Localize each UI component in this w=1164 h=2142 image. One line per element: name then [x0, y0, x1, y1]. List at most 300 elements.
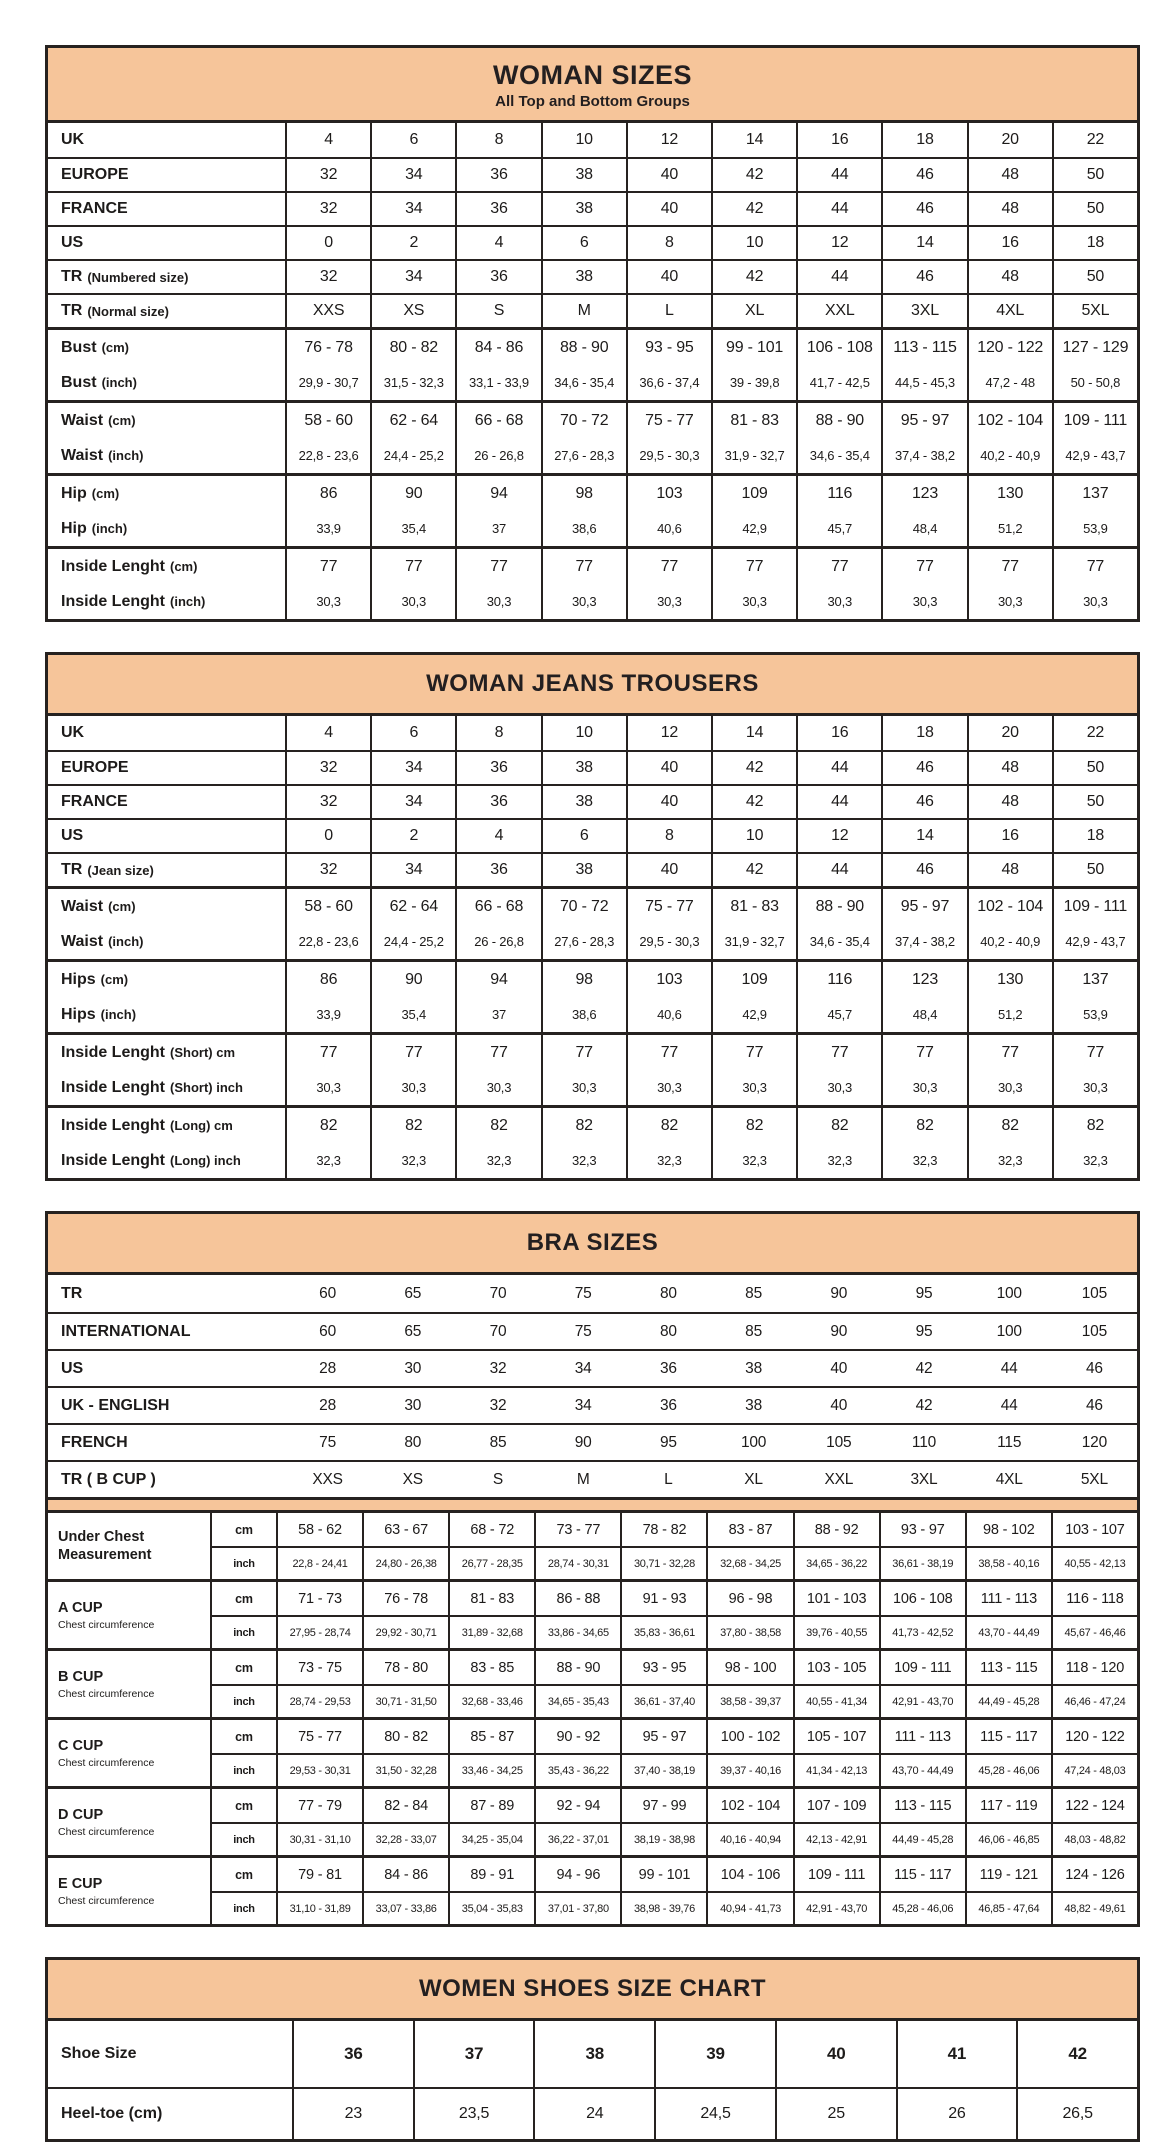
- size-cell: 26,5: [1016, 2089, 1137, 2139]
- row-label-main: Hip: [61, 519, 87, 537]
- row-label-main: UK: [61, 131, 85, 148]
- size-cell: 26 - 26,8: [455, 438, 540, 473]
- size-cell: 105 - 107: [793, 1720, 879, 1753]
- size-cell: 80: [659, 1284, 677, 1302]
- size-cell: 18: [1052, 820, 1137, 852]
- size-cell: 14: [711, 716, 796, 750]
- size-cell: 76 - 78: [285, 330, 370, 365]
- size-cell: 39: [654, 2021, 775, 2087]
- size-cell: 77: [370, 1035, 455, 1070]
- size-cell: 32,3: [285, 1143, 370, 1178]
- cup-row-group: [48, 1855, 1137, 1924]
- size-cell: 22,8 - 23,6: [285, 924, 370, 959]
- size-cell: 0: [285, 227, 370, 259]
- size-cell: 42,9: [711, 511, 796, 546]
- size-cell: 36: [455, 786, 540, 818]
- size-cell: 16: [967, 227, 1052, 259]
- row-label: [48, 159, 285, 191]
- size-cell: 95 - 97: [881, 403, 966, 438]
- size-cell: 66 - 68: [455, 403, 540, 438]
- row-label: [48, 1388, 285, 1423]
- size-cell: 46: [1085, 1396, 1103, 1414]
- cup-label-main: Under Chest Measurement: [58, 1528, 152, 1563]
- size-cell: 42,9 - 43,7: [1052, 924, 1137, 959]
- size-cell: 102 - 104: [706, 1789, 792, 1822]
- size-cell: 39,76 - 40,55: [793, 1615, 879, 1648]
- size-cell: 32,3: [370, 1143, 455, 1178]
- size-cell: 29,53 - 30,31: [276, 1753, 362, 1786]
- size-cell: 80: [404, 1433, 422, 1451]
- cup-label: [48, 1789, 210, 1855]
- size-cell: 90: [574, 1433, 592, 1451]
- row-label: [48, 476, 285, 511]
- size-row: [48, 1143, 1137, 1178]
- size-cell: 38,58 - 39,37: [706, 1684, 792, 1717]
- cup-label-main: E CUP: [58, 1876, 103, 1893]
- size-cell: 8: [626, 820, 711, 852]
- size-cell: 77: [967, 1035, 1052, 1070]
- row-label-main: Heel-toe (cm): [61, 2105, 163, 2122]
- size-cell: 30,3: [711, 1070, 796, 1105]
- size-row: [48, 293, 1137, 327]
- size-cell: 44: [796, 752, 881, 784]
- table-title: WOMEN SHOES SIZE CHART: [418, 1975, 766, 2002]
- size-row: [48, 1070, 1137, 1105]
- size-cell: 12: [626, 716, 711, 750]
- size-cell: 30,3: [285, 584, 370, 619]
- size-cell: M: [576, 1470, 590, 1488]
- row-label: [48, 2089, 292, 2139]
- size-cell: 77: [370, 549, 455, 584]
- size-row: [48, 997, 1137, 1032]
- size-cell: 46,85 - 47,64: [965, 1891, 1051, 1924]
- size-row: [48, 818, 1137, 852]
- size-cell: 71 - 73: [276, 1582, 362, 1615]
- size-cell: 46: [881, 159, 966, 191]
- row-label: [48, 2021, 292, 2087]
- row-label-main: Hips: [61, 1005, 96, 1023]
- size-row-group: [48, 959, 1137, 1032]
- size-cell: 86: [285, 962, 370, 997]
- size-cell: 4: [455, 227, 540, 259]
- size-cell: 38: [541, 752, 626, 784]
- size-cell: 4XL: [995, 1470, 1023, 1488]
- size-cell: 98: [541, 962, 626, 997]
- size-cell: 42: [711, 261, 796, 293]
- size-cell: 115 - 117: [879, 1858, 965, 1891]
- size-cell: 31,5 - 32,3: [370, 365, 455, 400]
- size-cell: 77: [796, 1035, 881, 1070]
- size-cell: 38,19 - 38,98: [620, 1822, 706, 1855]
- size-cell: 46: [881, 261, 966, 293]
- unit-inch: inch: [210, 1891, 276, 1924]
- size-row: [48, 584, 1137, 619]
- size-cell: 44: [1000, 1396, 1018, 1414]
- unit-cm: cm: [210, 1858, 276, 1891]
- size-cell: 79 - 81: [276, 1858, 362, 1891]
- size-cell: 22,8 - 23,6: [285, 438, 370, 473]
- size-cell: XXS: [312, 1470, 343, 1488]
- row-label: [48, 889, 285, 924]
- size-cell: 78 - 80: [362, 1651, 448, 1684]
- unit-cm: cm: [210, 1513, 276, 1546]
- size-cell: 104 - 106: [706, 1858, 792, 1891]
- size-cell: 123: [881, 476, 966, 511]
- size-cell: 94: [455, 476, 540, 511]
- size-cell: 94: [455, 962, 540, 997]
- row-label-note: (Numbered size): [87, 269, 189, 285]
- size-cell: 40,6: [626, 997, 711, 1032]
- size-cell: 70: [489, 1322, 507, 1340]
- size-cell: 77: [541, 549, 626, 584]
- size-cell: XL: [711, 295, 796, 327]
- size-cell: 32: [489, 1359, 507, 1377]
- size-cell: 37,40 - 38,19: [620, 1753, 706, 1786]
- size-cell: 48: [967, 193, 1052, 225]
- row-label: [48, 924, 285, 959]
- row-label-main: Waist: [61, 932, 104, 950]
- size-cell: 35,4: [370, 511, 455, 546]
- size-cell: 12: [626, 123, 711, 157]
- woman-sizes-body: [48, 123, 1137, 619]
- size-cell: 42: [915, 1359, 933, 1377]
- size-cell: 30: [404, 1359, 422, 1377]
- table-subtitle: All Top and Bottom Groups: [495, 93, 690, 110]
- size-cell: 4: [285, 716, 370, 750]
- size-cell: 86: [285, 476, 370, 511]
- size-cell: 46: [881, 786, 966, 818]
- size-cell: 78 - 82: [620, 1513, 706, 1546]
- size-cell: 32,3: [455, 1143, 540, 1178]
- size-cell: 34,65 - 36,22: [793, 1546, 879, 1579]
- size-row: [48, 549, 1137, 584]
- size-cell: 117 - 119: [965, 1789, 1051, 1822]
- size-cell: 41,34 - 42,13: [793, 1753, 879, 1786]
- size-cell: 100: [996, 1284, 1022, 1302]
- size-cell: 30,3: [967, 584, 1052, 619]
- size-cell: 34: [370, 752, 455, 784]
- size-cell: 32: [285, 159, 370, 191]
- row-label-main: US: [61, 234, 84, 251]
- size-cell: 36: [455, 193, 540, 225]
- women-shoes-body: [48, 2021, 1137, 2139]
- size-cell: 26,77 - 28,35: [448, 1546, 534, 1579]
- size-cell: 12: [796, 227, 881, 259]
- size-cell: 32,68 - 33,46: [448, 1684, 534, 1717]
- row-label: [48, 962, 285, 997]
- size-cell: 29,92 - 30,71: [362, 1615, 448, 1648]
- row-label-main: Inside Lenght: [61, 592, 165, 610]
- size-cell: 90: [830, 1322, 848, 1340]
- row-label-main: Bust: [61, 338, 97, 356]
- size-cell: 103 - 105: [793, 1651, 879, 1684]
- size-row: [48, 852, 1137, 886]
- size-cell: 32,3: [626, 1143, 711, 1178]
- size-cell: 86 - 88: [534, 1582, 620, 1615]
- size-cell: 77: [285, 1035, 370, 1070]
- row-label-main: TR: [61, 302, 83, 319]
- size-cell: 32: [285, 786, 370, 818]
- size-cell: 113 - 115: [879, 1789, 965, 1822]
- size-cell: 39 - 39,8: [711, 365, 796, 400]
- size-cell: 93 - 95: [626, 330, 711, 365]
- size-cell: 73 - 77: [534, 1513, 620, 1546]
- size-cell: 31,89 - 32,68: [448, 1615, 534, 1648]
- size-cell: 109 - 111: [879, 1651, 965, 1684]
- size-cell: 40: [626, 752, 711, 784]
- size-cell: 41,7 - 42,5: [796, 365, 881, 400]
- women-shoes-size-chart-table: [45, 1957, 1140, 2142]
- size-cell: 33,86 - 34,65: [534, 1615, 620, 1648]
- size-cell: 30,3: [796, 584, 881, 619]
- size-cell: 89 - 91: [448, 1858, 534, 1891]
- size-cell: 82 - 84: [362, 1789, 448, 1822]
- size-cell: 41: [896, 2021, 1017, 2087]
- size-cell: 48,82 - 49,61: [1051, 1891, 1137, 1924]
- size-cell: 6: [370, 716, 455, 750]
- size-cell: 46: [881, 193, 966, 225]
- size-cell: 63 - 67: [362, 1513, 448, 1546]
- row-label-note: (Short) inch: [170, 1080, 243, 1095]
- row-label-note: (Long) inch: [170, 1153, 241, 1168]
- size-cell: 82: [711, 1108, 796, 1143]
- size-cell: 88 - 90: [796, 403, 881, 438]
- size-cell: 3XL: [881, 295, 966, 327]
- size-cell: 10: [711, 227, 796, 259]
- size-cell: 32: [285, 193, 370, 225]
- size-cell: 90: [370, 962, 455, 997]
- size-cell: 27,6 - 28,3: [541, 924, 626, 959]
- bra-sizes-table: [45, 1211, 1140, 1927]
- size-cell: 35,83 - 36,61: [620, 1615, 706, 1648]
- size-cell: 50 - 50,8: [1052, 365, 1137, 400]
- size-cell: 30,3: [541, 1070, 626, 1105]
- size-cell: 24,80 - 26,38: [362, 1546, 448, 1579]
- size-cell: 38: [533, 2021, 654, 2087]
- size-cell: 77: [711, 1035, 796, 1070]
- woman-jeans-body: [48, 716, 1137, 1178]
- size-cell: 32,28 - 33,07: [362, 1822, 448, 1855]
- size-cell: 30,3: [967, 1070, 1052, 1105]
- size-cell: 41,73 - 42,52: [879, 1615, 965, 1648]
- size-cell: S: [492, 1470, 504, 1488]
- size-cell: 40,6: [626, 511, 711, 546]
- size-cell: 48: [967, 261, 1052, 293]
- size-cell: 119 - 121: [965, 1858, 1051, 1891]
- size-cell: 44: [1000, 1359, 1018, 1377]
- size-cell: 34: [370, 159, 455, 191]
- size-cell: 85: [745, 1322, 762, 1340]
- size-cell: 30,3: [881, 1070, 966, 1105]
- row-label: [48, 365, 285, 400]
- size-cell: 34: [370, 854, 455, 886]
- size-cell: 28: [319, 1396, 337, 1414]
- size-cell: 100 - 102: [706, 1720, 792, 1753]
- size-cell: 38: [541, 261, 626, 293]
- size-cell: 44: [796, 854, 881, 886]
- size-cell: 102 - 104: [967, 889, 1052, 924]
- size-cell: 51,2: [967, 511, 1052, 546]
- size-cell: 33,07 - 33,86: [362, 1891, 448, 1924]
- size-cell: 2: [370, 227, 455, 259]
- size-cell: 111 - 113: [965, 1582, 1051, 1615]
- size-cell: 96 - 98: [706, 1582, 792, 1615]
- size-row: [48, 365, 1137, 400]
- size-cell: 40,16 - 40,94: [706, 1822, 792, 1855]
- size-cell: L: [664, 1470, 673, 1488]
- size-cell: 85: [489, 1433, 507, 1451]
- size-cell: 43,70 - 44,49: [879, 1753, 965, 1786]
- size-cell: 105: [1081, 1284, 1108, 1302]
- woman-sizes-table: [45, 45, 1140, 622]
- size-cell: 106 - 108: [796, 330, 881, 365]
- size-cell: 45,28 - 46,06: [879, 1891, 965, 1924]
- size-cell: 48: [967, 752, 1052, 784]
- size-cell: 18: [881, 716, 966, 750]
- size-cell: 32: [285, 261, 370, 293]
- row-label-note: (inch): [100, 1007, 137, 1022]
- size-cell: 30,3: [455, 584, 540, 619]
- size-cell: 28,74 - 30,31: [534, 1546, 620, 1579]
- size-cell: 50: [1052, 261, 1137, 293]
- row-label-note: (Jean size): [87, 862, 154, 878]
- size-cell: 42,91 - 43,70: [793, 1891, 879, 1924]
- unit-inch: inch: [210, 1822, 276, 1855]
- size-cell: 75: [319, 1433, 337, 1451]
- cup-label-sub: Chest circumference: [58, 1894, 155, 1907]
- size-cell: 45,28 - 46,06: [965, 1753, 1051, 1786]
- size-cell: 58 - 60: [285, 889, 370, 924]
- row-label-main: UK: [61, 724, 85, 741]
- size-cell: 34,65 - 35,43: [534, 1684, 620, 1717]
- row-label-main: FRANCE: [61, 200, 128, 217]
- size-cell: 14: [711, 123, 796, 157]
- row-label: [48, 1314, 285, 1349]
- size-cell: 87 - 89: [448, 1789, 534, 1822]
- size-cell: 36: [659, 1396, 677, 1414]
- row-label-note: (cm): [101, 340, 130, 355]
- size-cell: 23,5: [413, 2089, 534, 2139]
- size-cell: S: [455, 295, 540, 327]
- size-cell: 94 - 96: [534, 1858, 620, 1891]
- size-cell: 82: [1052, 1108, 1137, 1143]
- size-cell: 24: [533, 2089, 654, 2139]
- size-cell: 77: [626, 1035, 711, 1070]
- size-cell: 45,67 - 46,46: [1051, 1615, 1137, 1648]
- size-cell: 36: [455, 854, 540, 886]
- size-cell: 88 - 90: [541, 330, 626, 365]
- size-cell: 4: [285, 123, 370, 157]
- row-label: [48, 1070, 285, 1105]
- size-cell: 20: [967, 716, 1052, 750]
- size-cell: 30,3: [370, 1070, 455, 1105]
- size-cell: 91 - 93: [620, 1582, 706, 1615]
- size-cell: 77: [455, 549, 540, 584]
- cup-label-sub: Chest circumference: [58, 1756, 155, 1769]
- row-label: [48, 549, 285, 584]
- size-row: [48, 784, 1137, 818]
- size-cell: 82: [967, 1108, 1052, 1143]
- row-label: [48, 752, 285, 784]
- row-label-main: Inside Lenght: [61, 1116, 165, 1134]
- size-cell: 48: [967, 854, 1052, 886]
- row-label-note: (inch): [91, 521, 128, 536]
- size-row: [48, 2021, 1137, 2087]
- size-cell: 77: [881, 549, 966, 584]
- size-cell: 137: [1052, 476, 1137, 511]
- size-cell: 16: [796, 716, 881, 750]
- row-label: [48, 584, 285, 619]
- size-cell: 28,74 - 29,53: [276, 1684, 362, 1717]
- size-cell: 39,37 - 40,16: [706, 1753, 792, 1786]
- size-cell: 29,9 - 30,7: [285, 365, 370, 400]
- size-row-group: [48, 1105, 1137, 1178]
- size-cell: 100: [996, 1322, 1022, 1340]
- size-cell: 66 - 68: [455, 889, 540, 924]
- size-cell: 101 - 103: [793, 1582, 879, 1615]
- unit-cm: cm: [210, 1651, 276, 1684]
- size-cell: 24,5: [654, 2089, 775, 2139]
- cup-label-sub: Chest circumference: [58, 1687, 155, 1700]
- size-cell: 109 - 111: [1052, 889, 1137, 924]
- size-cell: 81 - 83: [711, 403, 796, 438]
- row-label-note: (cm): [91, 486, 120, 501]
- size-cell: 30,3: [370, 584, 455, 619]
- size-cell: 90: [370, 476, 455, 511]
- size-cell: 2: [370, 820, 455, 852]
- bra-sizes-body: [48, 1275, 1137, 1924]
- size-cell: 65: [404, 1284, 422, 1302]
- size-cell: XS: [370, 295, 455, 327]
- row-label-main: US: [61, 1359, 84, 1377]
- size-cell: 83 - 85: [448, 1651, 534, 1684]
- size-row: [48, 1312, 1137, 1349]
- size-cell: 36: [659, 1359, 677, 1377]
- size-cell: 32,3: [1052, 1143, 1137, 1178]
- row-label: [48, 786, 285, 818]
- size-cell: 16: [796, 123, 881, 157]
- size-cell: 35,43 - 36,22: [534, 1753, 620, 1786]
- size-cell: 44: [796, 261, 881, 293]
- cup-row-group: [48, 1510, 1137, 1579]
- cup-label: [48, 1582, 210, 1648]
- size-cell: 50: [1052, 786, 1137, 818]
- row-label-main: FRENCH: [61, 1433, 128, 1451]
- size-cell: 31,9 - 32,7: [711, 924, 796, 959]
- row-label-note: (cm): [100, 972, 129, 987]
- size-cell: 60: [319, 1322, 337, 1340]
- size-cell: 32,3: [711, 1143, 796, 1178]
- size-cell: 109: [711, 476, 796, 511]
- size-cell: 44: [796, 786, 881, 818]
- size-cell: 40,2 - 40,9: [967, 924, 1052, 959]
- size-cell: 95 - 97: [881, 889, 966, 924]
- row-label-main: Inside Lenght: [61, 557, 165, 575]
- row-label: [48, 295, 285, 327]
- size-cell: 36: [455, 752, 540, 784]
- size-cell: 37,80 - 38,58: [706, 1615, 792, 1648]
- size-row: [48, 511, 1137, 546]
- size-cell: 42: [711, 752, 796, 784]
- row-label: [48, 438, 285, 473]
- size-cell: 45,7: [796, 511, 881, 546]
- size-cell: 100: [740, 1433, 767, 1451]
- women-shoes-header: [48, 1960, 1137, 2021]
- size-cell: 8: [455, 123, 540, 157]
- size-cell: 40: [626, 261, 711, 293]
- size-cell: 70 - 72: [541, 889, 626, 924]
- row-label-note: (Normal size): [87, 303, 169, 319]
